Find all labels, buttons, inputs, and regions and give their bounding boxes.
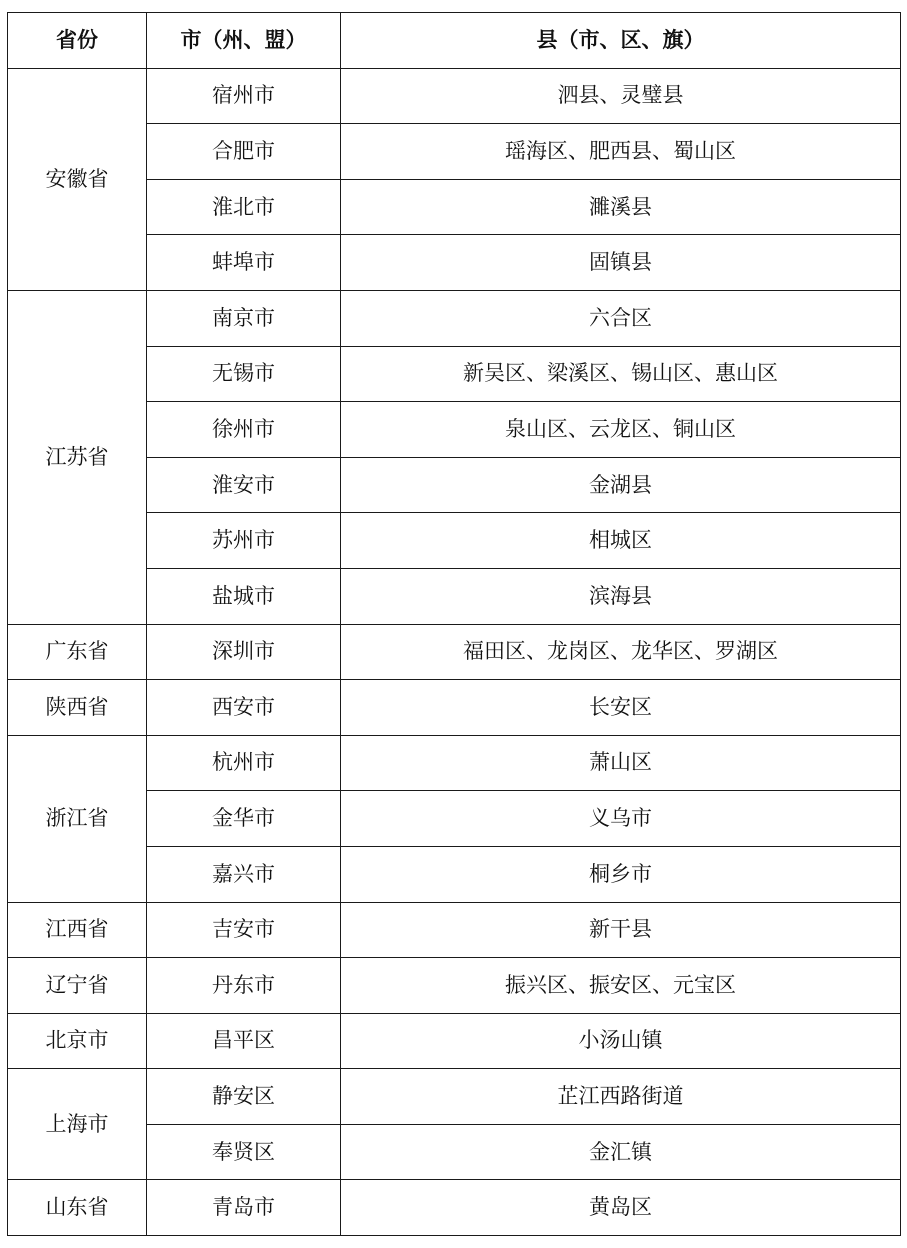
county-cell: 萧山区 [341,735,901,791]
county-cell: 金湖县 [341,457,901,513]
county-cell: 金汇镇 [341,1124,901,1180]
city-cell: 南京市 [147,290,341,346]
table-row [8,624,901,680]
table-row [8,1180,901,1236]
county-cell: 相城区 [341,513,901,569]
province-cell: 江苏省 [8,290,147,624]
table-row [8,68,901,124]
county-cell: 黄岛区 [341,1180,901,1236]
city-cell: 苏州市 [147,513,341,569]
county-cell: 六合区 [341,290,901,346]
county-cell: 小汤山镇 [341,1013,901,1069]
table-header [8,13,901,69]
county-cell: 滨海县 [341,568,901,624]
header-province: 省份 [8,13,147,69]
city-cell: 淮安市 [147,457,341,513]
city-cell: 宿州市 [147,68,341,124]
table-row [8,1069,901,1125]
province-cell: 安徽省 [8,68,147,290]
province-cell: 江西省 [8,902,147,958]
table-row [8,1013,901,1069]
county-cell: 固镇县 [341,235,901,291]
city-cell: 合肥市 [147,124,341,180]
table-row [8,290,901,346]
region-table [7,12,901,1236]
province-cell: 陕西省 [8,680,147,736]
province-cell: 山东省 [8,1180,147,1236]
county-cell: 长安区 [341,680,901,736]
province-cell: 北京市 [8,1013,147,1069]
table-body [8,68,901,1235]
city-cell: 金华市 [147,791,341,847]
county-cell: 濉溪县 [341,179,901,235]
county-cell: 泉山区、云龙区、铜山区 [341,402,901,458]
city-cell: 奉贤区 [147,1124,341,1180]
city-cell: 昌平区 [147,1013,341,1069]
province-cell: 广东省 [8,624,147,680]
province-cell: 上海市 [8,1069,147,1180]
city-cell: 徐州市 [147,402,341,458]
header-row [8,13,901,69]
city-cell: 丹东市 [147,958,341,1014]
county-cell: 芷江西路街道 [341,1069,901,1125]
province-cell: 浙江省 [8,735,147,902]
city-cell: 静安区 [147,1069,341,1125]
table-row [8,680,901,736]
county-cell: 福田区、龙岗区、龙华区、罗湖区 [341,624,901,680]
province-cell: 辽宁省 [8,958,147,1014]
city-cell: 杭州市 [147,735,341,791]
city-cell: 蚌埠市 [147,235,341,291]
table-row [8,735,901,791]
city-cell: 淮北市 [147,179,341,235]
city-cell: 西安市 [147,680,341,736]
header-county: 县（市、区、旗） [341,13,901,69]
city-cell: 嘉兴市 [147,846,341,902]
city-cell: 青岛市 [147,1180,341,1236]
county-cell: 义乌市 [341,791,901,847]
city-cell: 深圳市 [147,624,341,680]
county-cell: 桐乡市 [341,846,901,902]
header-city: 市（州、盟） [147,13,341,69]
county-cell: 新吴区、梁溪区、锡山区、惠山区 [341,346,901,402]
city-cell: 吉安市 [147,902,341,958]
city-cell: 盐城市 [147,568,341,624]
table-row [8,902,901,958]
city-cell: 无锡市 [147,346,341,402]
county-cell: 瑶海区、肥西县、蜀山区 [341,124,901,180]
county-cell: 振兴区、振安区、元宝区 [341,958,901,1014]
county-cell: 新干县 [341,902,901,958]
table-row [8,958,901,1014]
county-cell: 泗县、灵璧县 [341,68,901,124]
